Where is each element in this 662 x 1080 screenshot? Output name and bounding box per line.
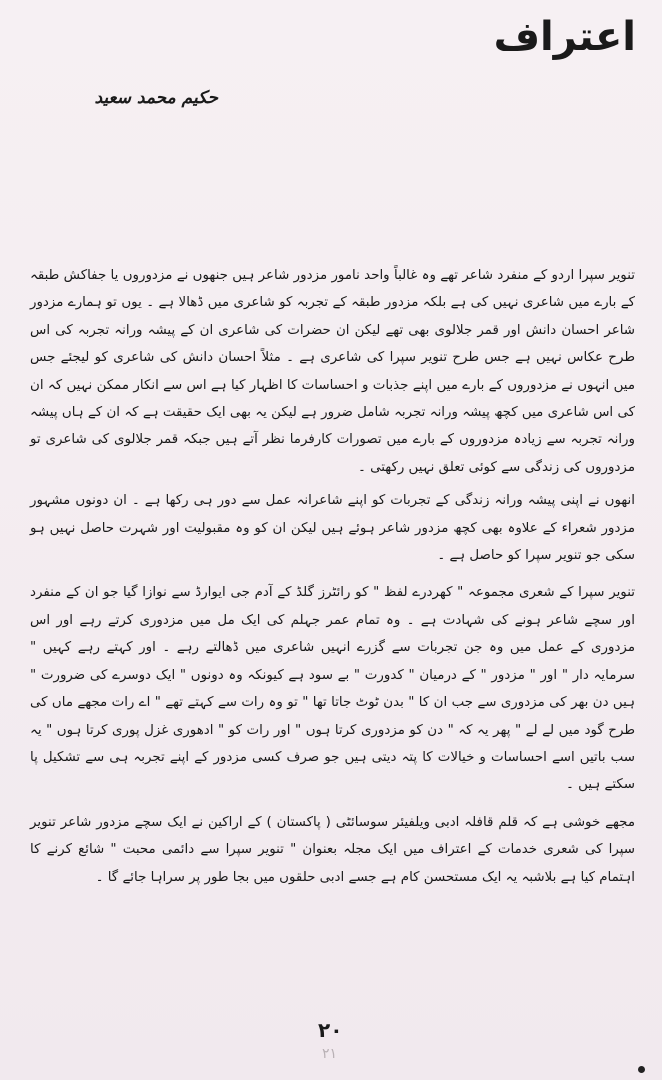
- page-number: ۲۰: [318, 1018, 343, 1042]
- faint-page-number: ۲۱: [322, 1046, 338, 1062]
- page-title: اعتراف: [493, 14, 636, 60]
- paragraph: مجھے خوشی ہے کہ قلم قافلہ ادبی ویلفیئر سوسائٹی ( پاکستان ) کے اراکین نے ایک سچے مزدور شاعر تنویر سپرا کی شعری خدمات کے اعتراف میں ایک مجلہ بعنوان " تنویر سپرا سے دائمی محبت " شائع کرنے کا اہتمام کیا ہے بلاشبہ یہ ایک مستحسن کام ہے جسے ادبی حلقوں میں بجا طور پر سراہا جائے گا ۔: [30, 814, 635, 885]
- page-dot-mark: [638, 1066, 645, 1073]
- paragraph: تنویر سپرا اردو کے منفرد شاعر تھے وہ غالباً واحد نامور مزدور شاعر ہیں جنھوں نے مزدوروں یا جفاکش طبقہ کے بارے میں شاعری نہیں کی ہے بلکہ مزدور طبقہ کے تجربہ کو شاعری میں ڈھالا ہے ۔ یوں تو ہمارے مزدور شاعر احسان دانش اور قمر جلالوی بھی تھے لیکن ان حضرات کی شاعری ان کے پیشہ ورانہ تجربہ کی اس طرح عکاس نہیں ہے جس طرح تنویر سپرا کی شاعری ہے ۔ مثلاً احسان دانش کی شاعری کو لیجئے جس میں انہوں نے مزدوروں کے بارے میں اپنے جذبات و احساسات کا اظہار کیا ہے اس سے انکار ممکن نہیں کہ ان کی اس شاعری میں کچھ پیشہ ورانہ تجربہ شامل ضرور ہے لیکن یہ بھی ایک حقیقت ہے کہ ان کے ہاں پیشہ ورانہ تجربہ سے زیادہ مزدوروں کے بارے میں تصورات کارفرما نظر آتے ہیں جبکہ قمر جلالوی کی شاعری تو مزدوروں کی زندگی سے کوئی تعلق نہیں رکھتی ۔: [30, 268, 635, 475]
- body-text: [30, 262, 635, 897]
- paragraph: تنویر سپرا کے شعری مجموعہ " کھردرے لفظ " کو رائٹرز گلڈ کے آدم جی ایوارڈ سے نوازا گیا جو ان کے منفرد اور سچے شاعر ہونے کی شہادت ہے ۔ وہ تمام عمر جہلم کی ایک مل میں مزدوری کرتے رہے اور اس مزدوری کے عمل میں وہ جن تجربات سے گزرے انہیں شاعری میں ڈھالتے رہے ۔ اور کہتے رہے کہیں " سرمایہ دار " اور " مزدور " کے درمیان " کدورت " بے سود ہے کیونکہ وہ دونوں " ایک دوسرے کی ضرورت " ہیں دن بھر کی مزدوری سے جب ان کا " بدن ٹوٹ جاتا تھا " تو وہ رات سے کہتے تھے " اے رات مجھے ماں کی طرح گود میں لے لے " پھر یہ کہ " دن کو مزدوری کرتا ہوں " اور رات کو " ادھوری غزل پوری کرتا ہوں " یہ سب باتیں اسے احساسات و خیالات کا پتہ دیتی ہیں جو صرف کسی مزدور کے اپنے تجربہ ہی سے تشکیل پا سکتے ہیں ۔: [30, 585, 635, 793]
- author-name: حکیم محمد سعید: [94, 88, 218, 108]
- paragraph: انھوں نے اپنی پیشہ ورانہ زندگی کے تجربات کو اپنے شاعرانہ عمل سے دور ہی رکھا ہے ۔ ان دونوں مشہور مزدور شعراء کے علاوہ بھی کچھ مزدور شاعر ہوئے ہیں لیکن ان کو وہ مقبولیت اور شہرت حاصل نہیں ہو سکی جو تنویر سپرا کو حاصل ہے ۔: [30, 493, 635, 564]
